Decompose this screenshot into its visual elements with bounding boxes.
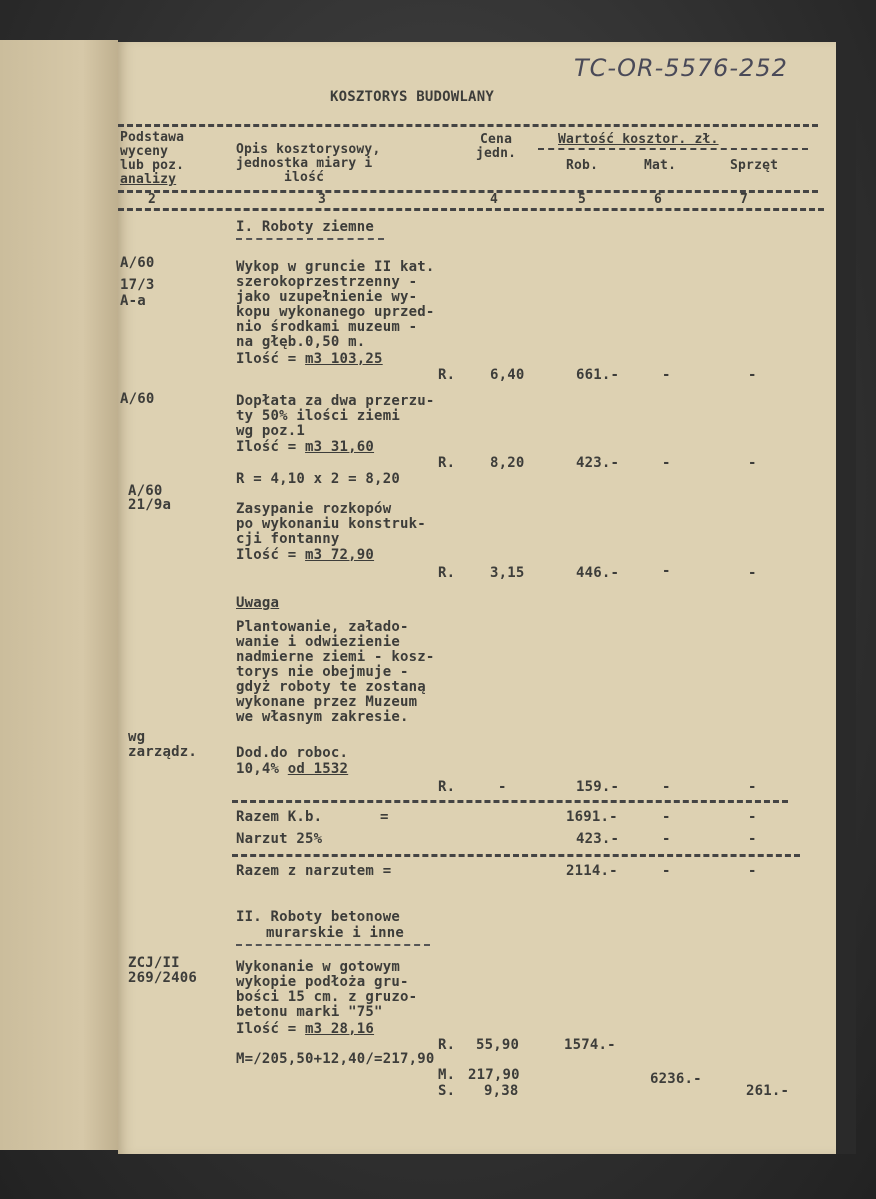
totals-rule-2 xyxy=(232,854,800,857)
razem-z-narzutem-rob: 2114.- xyxy=(566,863,618,879)
header-col-basis-1: Podstawa xyxy=(120,130,185,145)
item-1-desc-4: kopu wykonanego uprzed- xyxy=(236,304,435,320)
item-4-mat: - xyxy=(662,779,671,795)
note-line-6: wykonane przez Muzeum xyxy=(236,694,418,710)
header-top-rule xyxy=(118,124,818,127)
item-1-basis-3: A-a xyxy=(120,293,146,309)
document-page xyxy=(118,42,836,1154)
item-4-rob: 159.- xyxy=(576,779,620,795)
item-4-unit: R. xyxy=(438,779,456,795)
item-4-price: - xyxy=(498,779,507,795)
item-2-rob: 423.- xyxy=(576,455,620,471)
item-5-desc-3: bości 15 cm. z gruzo- xyxy=(236,989,418,1005)
header-num-3: 3 xyxy=(318,192,327,207)
razem-rob: 1691.- xyxy=(566,809,618,825)
item-5-rob: 1574.- xyxy=(564,1037,616,1053)
header-col-basis-4: analizy xyxy=(120,172,177,187)
razem-z-narzutem-label: Razem z narzutem = xyxy=(236,863,392,879)
note-line-1: Plantowanie, załado- xyxy=(236,619,409,635)
handwritten-code: TC-OR-5576-252 xyxy=(574,54,788,82)
item-5-calc: M=/205,50+12,40/=217,90 xyxy=(236,1051,435,1067)
section-1-title: I. Roboty ziemne xyxy=(236,219,375,235)
note-line-3: nadmierne ziemi - kosz- xyxy=(236,649,435,665)
item-1-price: 6,40 xyxy=(490,367,525,383)
item-4-basis-2: zarządz. xyxy=(128,744,198,760)
item-3-mat: - xyxy=(662,563,671,579)
header-col-mat: Mat. xyxy=(644,158,677,173)
item-1-desc-2: szerokoprzestrzenny - xyxy=(236,274,418,290)
item-3-desc-1: Zasypanie rozkopów xyxy=(236,501,392,517)
item-5-qty: Ilość = m3 28,16 xyxy=(236,1021,375,1037)
section-1-underline xyxy=(236,238,384,240)
item-3-desc-3: cji fontanny xyxy=(236,531,340,547)
header-num-2: 2 xyxy=(148,192,157,207)
item-5-price-m: 217,90 xyxy=(468,1067,520,1083)
item-5-desc-4: betonu marki "75" xyxy=(236,1004,383,1020)
item-1-mat: - xyxy=(662,367,671,383)
item-5-basis-1: ZCJ/II xyxy=(128,955,180,971)
item-5-basis-2: 269/2406 xyxy=(128,970,198,986)
item-3-basis-2: 21/9a xyxy=(128,497,172,513)
header-col-basis-2: wyceny xyxy=(120,144,169,159)
note-line-4: torys nie obejmuje - xyxy=(236,664,409,680)
header-col-basis-3: lub poz. xyxy=(120,158,185,173)
item-5-unit-m: M. xyxy=(438,1067,456,1083)
razem-sprzet: - xyxy=(748,809,757,825)
item-2-price: 8,20 xyxy=(490,455,525,471)
note-title: Uwaga xyxy=(236,595,280,611)
item-1-sprzet: - xyxy=(748,367,757,383)
razem-mat: - xyxy=(662,809,671,825)
item-5-sprzet: 261.- xyxy=(746,1083,790,1099)
document-title: KOSZTORYS BUDOWLANY xyxy=(330,89,494,105)
section-2-title-1: II. Roboty betonowe xyxy=(236,909,400,925)
item-3-rob: 446.- xyxy=(576,565,620,581)
header-bottom-rule xyxy=(118,208,824,211)
narzut-sprzet: - xyxy=(748,831,757,847)
item-1-qty: Ilość = m3 103,25 xyxy=(236,351,383,367)
item-2-qty: Ilość = m3 31,60 xyxy=(236,439,375,455)
header-num-7: 7 xyxy=(740,192,749,207)
right-edge xyxy=(836,44,856,1154)
header-col-value-group: Wartość kosztor. zł. xyxy=(558,132,719,147)
header-col-sprzet: Sprzęt xyxy=(730,158,779,173)
item-1-desc-1: Wykop w gruncie II kat. xyxy=(236,259,435,275)
item-2-desc-2: ty 50% ilości ziemi xyxy=(236,408,400,424)
header-col-desc-2: jednostka miary i xyxy=(236,156,373,171)
item-5-mat: 6236.- xyxy=(650,1071,702,1087)
note-line-7: we własnym zakresie. xyxy=(236,709,409,725)
item-4-desc-2: 10,4% od 1532 xyxy=(236,761,349,777)
left-page-edge xyxy=(0,40,118,1150)
item-3-desc-2: po wykonaniu konstruk- xyxy=(236,516,426,532)
section-2-underline xyxy=(236,944,430,946)
header-num-6: 6 xyxy=(654,192,663,207)
item-4-basis-1: wg xyxy=(128,729,146,745)
item-1-desc-6: na głęb.0,50 m. xyxy=(236,334,366,350)
razem-z-narzutem-mat: - xyxy=(662,863,671,879)
item-1-desc-5: nio środkami muzeum - xyxy=(236,319,418,335)
narzut-label: Narzut 25% xyxy=(236,831,323,847)
razem-z-narzutem-sprzet: - xyxy=(748,863,757,879)
razem-label: Razem K.b. xyxy=(236,809,323,825)
item-2-desc-3: wg poz.1 xyxy=(236,423,306,439)
item-4-desc-1: Dod.do roboc. xyxy=(236,745,349,761)
item-5-price-r: 55,90 xyxy=(476,1037,520,1053)
item-5-unit-s: S. xyxy=(438,1083,456,1099)
item-3-basis-1: A/60 xyxy=(128,483,163,499)
totals-rule-1 xyxy=(232,800,788,803)
item-2-unit: R. xyxy=(438,455,456,471)
razem-eq: = xyxy=(380,809,389,825)
item-2-mat: - xyxy=(662,455,671,471)
header-mid-rule xyxy=(118,190,818,193)
item-3-unit: R. xyxy=(438,565,456,581)
item-3-sprzet: - xyxy=(748,565,757,581)
item-5-desc-2: wykopie podłoża gru- xyxy=(236,974,409,990)
header-num-4: 4 xyxy=(490,192,499,207)
item-1-basis-2: 17/3 xyxy=(120,277,155,293)
item-5-desc-1: Wykonanie w gotowym xyxy=(236,959,400,975)
item-4-sprzet: - xyxy=(748,779,757,795)
header-col-price-1: Cena xyxy=(480,132,513,147)
narzut-mat: - xyxy=(662,831,671,847)
item-2-desc-1: Dopłata za dwa przerzu- xyxy=(236,393,435,409)
item-5-price-s: 9,38 xyxy=(484,1083,519,1099)
header-num-5: 5 xyxy=(578,192,587,207)
item-2-calc: R = 4,10 x 2 = 8,20 xyxy=(236,471,400,487)
header-col-price-2: jedn. xyxy=(476,146,517,161)
section-2-title-2: murarskie i inne xyxy=(266,925,405,941)
header-col-rob: Rob. xyxy=(566,158,599,173)
note-line-2: wanie i odwiezienie xyxy=(236,634,400,650)
item-2-basis: A/60 xyxy=(120,391,155,407)
header-col-desc-3: ilość xyxy=(284,170,325,185)
item-1-unit: R. xyxy=(438,367,456,383)
item-1-rob: 661.- xyxy=(576,367,620,383)
note-line-5: gdyż roboty te zostaną xyxy=(236,679,426,695)
item-3-qty: Ilość = m3 72,90 xyxy=(236,547,375,563)
item-3-price: 3,15 xyxy=(490,565,525,581)
item-5-unit-r: R. xyxy=(438,1037,456,1053)
narzut-rob: 423.- xyxy=(576,831,620,847)
item-1-desc-3: jako uzupełnienie wy- xyxy=(236,289,418,305)
header-group-rule xyxy=(538,148,808,150)
header-col-desc-1: Opis kosztorysowy, xyxy=(236,142,381,157)
item-2-sprzet: - xyxy=(748,455,757,471)
item-1-basis-1: A/60 xyxy=(120,255,155,271)
